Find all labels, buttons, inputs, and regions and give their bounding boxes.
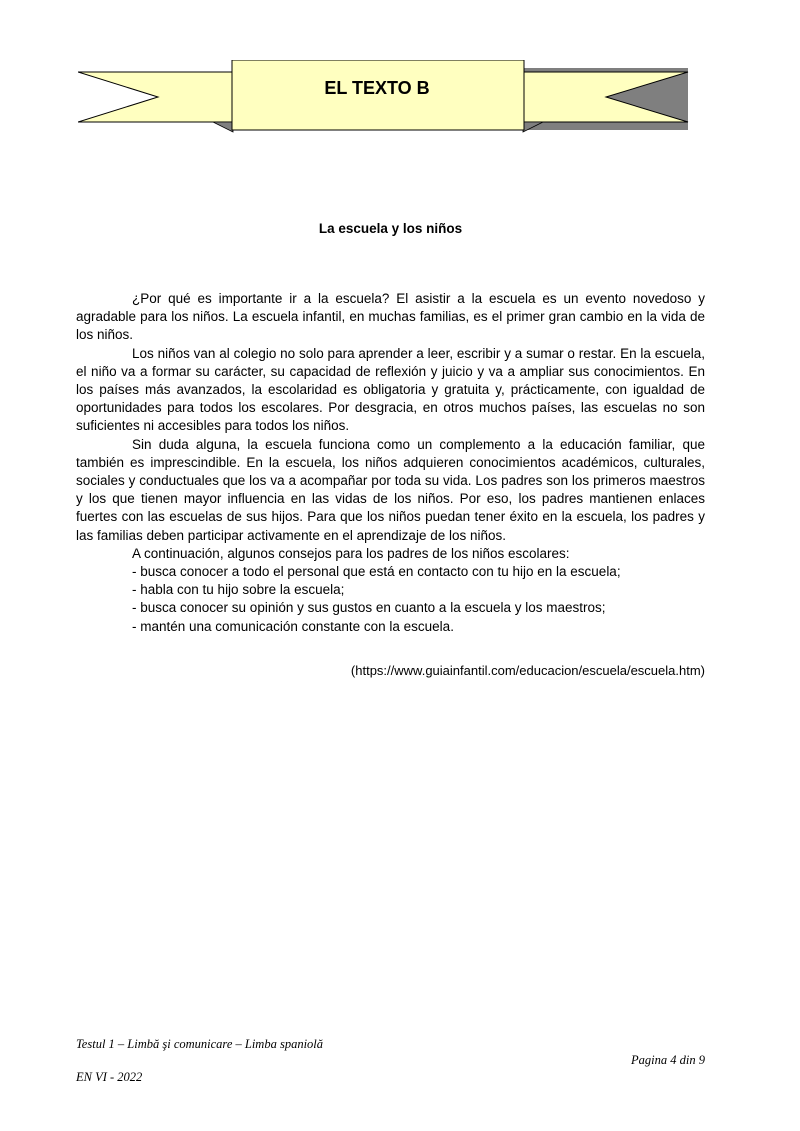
article-body bbox=[76, 290, 705, 636]
paragraph: Sin duda alguna, la escuela funciona como un complemento a la educación familiar, que también es imprescindible. En la escuela, los niños adquieren conocimientos académicos, culturales, sociales y conductuales que los va a acompañar por toda su vida. Los padres son los primeros maestros y los que tienen mayor influencia en las vidas de los niños. Por eso, los padres mantienen enlaces fuertes con las escuelas de sus hijos. Para que los niños puedan tener éxito en la escuela, los padres y las familias deben participar activamente en el aprendizaje de los niños. bbox=[76, 436, 705, 543]
tip-item: - busca conocer su opinión y sus gustos en cuanto a la escuela y los maestros; bbox=[132, 600, 606, 616]
banner-left-tail bbox=[78, 72, 233, 122]
footer-page-number: Pagina 4 din 9 bbox=[631, 1053, 705, 1067]
title-banner bbox=[78, 60, 718, 150]
footer-exam-id: EN VI - 2022 bbox=[76, 1070, 143, 1084]
source-citation: (https://www.guiainfantil.com/educacion/escuela/escuela.htm) bbox=[350, 663, 705, 678]
tip-item: - habla con tu hijo sobre la escuela; bbox=[132, 582, 345, 598]
paragraph: Los niños van al colegio no solo para aprender a leer, escribir y a sumar o restar. En la escuela, el niño va a formar su carácter, su capacidad de reflexión y juicio y va a ampliar sus conocimientos. En los países más avanzados, la escolaridad es obligatoria y gratuita y, prácticamente, con igualdad de oportunidades para todos los escolares. Por desgracia, en otros muchos países, las escuelas no son suficientes ni accesibles para todos los niños. bbox=[76, 345, 705, 434]
article-title: La escuela y los niños bbox=[318, 221, 463, 236]
paragraph: ¿Por qué es importante ir a la escuela? El asistir a la escuela es un evento novedoso y agradable para los niños. La escuela infantil, en muchas familias, es el primer gran cambio en la vida de los niños. bbox=[76, 291, 705, 343]
banner-left-fold bbox=[213, 122, 233, 132]
tip-item: - busca conocer a todo el personal que está en contacto con tu hijo en la escuela; bbox=[132, 564, 621, 580]
footer-test-line: Testul 1 – Limbă şi comunicare – Limba spaniolă bbox=[76, 1037, 324, 1051]
banner-title: EL TEXTO B bbox=[324, 78, 430, 98]
tip-item: - mantén una comunicación constante con la escuela. bbox=[132, 618, 454, 634]
paragraph: A continuación, algunos consejos para los padres de los niños escolares: bbox=[132, 545, 570, 561]
